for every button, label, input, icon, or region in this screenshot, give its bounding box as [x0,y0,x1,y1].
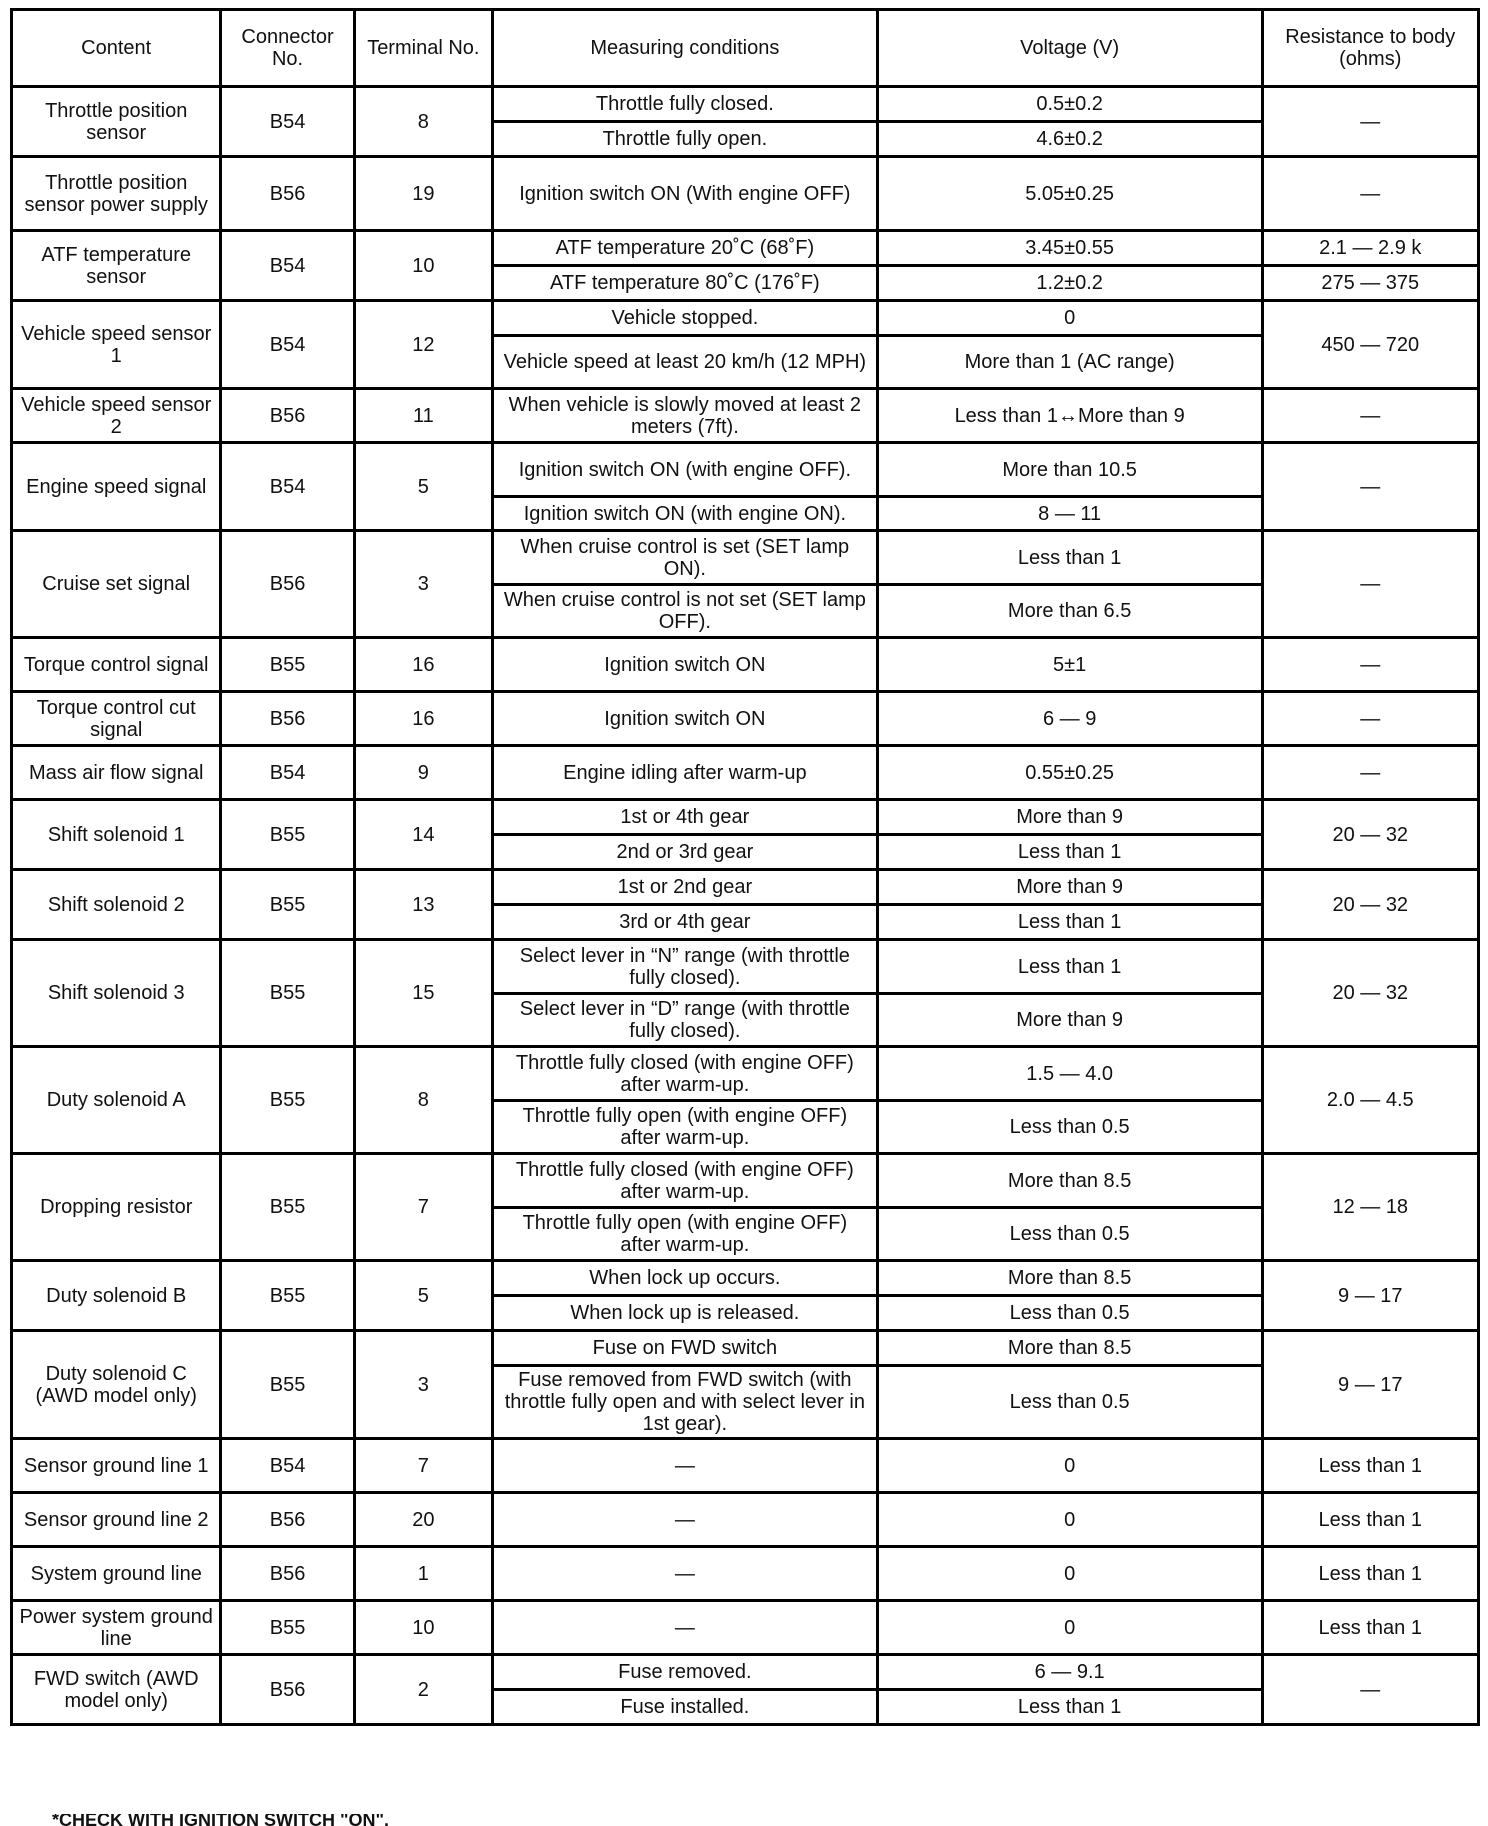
content-cell: FWD switch (AWD model only) [12,1655,221,1725]
table-row [12,389,1479,443]
condition-cell: Vehicle speed at least 20 km/h (12 MPH) [492,336,877,389]
condition-cell: When lock up occurs. [492,1261,877,1296]
content-cell: Shift solenoid 2 [12,870,221,940]
voltage-cell: More than 8.5 [877,1331,1262,1366]
condition-cell: Ignition switch ON (with engine OFF). [492,443,877,497]
voltage-cell: 4.6±0.2 [877,122,1262,157]
header-content: Content [12,10,221,87]
terminal-cell: 7 [354,1439,492,1493]
content-cell: ATF temperature sensor [12,231,221,301]
table-row [12,1547,1479,1601]
voltage-cell: Less than 0.5 [877,1101,1262,1154]
voltage-cell: Less than 0.5 [877,1366,1262,1439]
resistance-cell: 450 — 720 [1262,301,1478,389]
condition-cell: ATF temperature 80˚C (176˚F) [492,266,877,301]
connector-cell: B56 [221,389,354,443]
table-row [12,1154,1479,1208]
connector-cell: B54 [221,746,354,800]
condition-cell: Select lever in “D” range (with throttle fully closed). [492,994,877,1047]
header-voltage: Voltage (V) [877,10,1262,87]
voltage-cell: Less than 1 [877,940,1262,994]
terminal-cell: 3 [354,531,492,638]
content-cell: Throttle position sensor [12,87,221,157]
connector-cell: B55 [221,1601,354,1655]
resistance-cell: 12 — 18 [1262,1154,1478,1261]
content-cell: Engine speed signal [12,443,221,531]
condition-cell: — [492,1493,877,1547]
header-terminal: Terminal No. [354,10,492,87]
connector-cell: B56 [221,157,354,231]
table-row [12,940,1479,994]
resistance-cell: — [1262,692,1478,746]
condition-cell: Select lever in “N” range (with throttle fully closed). [492,940,877,994]
voltage-cell: 5.05±0.25 [877,157,1262,231]
terminal-cell: 13 [354,870,492,940]
voltage-cell: More than 8.5 [877,1154,1262,1208]
condition-cell: 1st or 4th gear [492,800,877,835]
resistance-cell: — [1262,1655,1478,1725]
connector-cell: B56 [221,1493,354,1547]
voltage-cell: Less than 1 [877,531,1262,585]
table-row [12,800,1479,835]
condition-cell: Ignition switch ON [492,692,877,746]
condition-cell: When cruise control is not set (SET lamp OFF). [492,585,877,638]
table-row [12,231,1479,266]
terminal-cell: 10 [354,1601,492,1655]
resistance-cell: 9 — 17 [1262,1331,1478,1439]
connector-cell: B54 [221,231,354,301]
voltage-cell: 5±1 [877,638,1262,692]
terminal-cell: 8 [354,1047,492,1154]
content-cell: Vehicle speed sensor 1 [12,301,221,389]
voltage-cell: Less than 0.5 [877,1296,1262,1331]
voltage-cell: Less than 1↔More than 9 [877,389,1262,443]
condition-cell: Throttle fully open (with engine OFF) after warm-up. [492,1101,877,1154]
voltage-cell: More than 8.5 [877,1261,1262,1296]
terminal-cell: 20 [354,1493,492,1547]
connector-cell: B54 [221,301,354,389]
content-cell: Vehicle speed sensor 2 [12,389,221,443]
voltage-cell: 1.5 — 4.0 [877,1047,1262,1101]
condition-cell: Throttle fully closed (with engine OFF) after warm-up. [492,1047,877,1101]
condition-cell: Vehicle stopped. [492,301,877,336]
terminal-cell: 10 [354,231,492,301]
resistance-cell: Less than 1 [1262,1601,1478,1655]
voltage-cell: 1.2±0.2 [877,266,1262,301]
terminal-cell: 7 [354,1154,492,1261]
content-cell: System ground line [12,1547,221,1601]
connector-cell: B55 [221,870,354,940]
table-row [12,1601,1479,1655]
table-row [12,531,1479,585]
condition-cell: — [492,1601,877,1655]
terminal-cell: 5 [354,1261,492,1331]
resistance-cell: — [1262,531,1478,638]
voltage-cell: More than 10.5 [877,443,1262,497]
voltage-cell: 0 [877,301,1262,336]
resistance-cell: — [1262,746,1478,800]
table-row [12,746,1479,800]
terminal-cell: 19 [354,157,492,231]
table-row [12,1331,1479,1366]
terminal-cell: 12 [354,301,492,389]
condition-cell: When cruise control is set (SET lamp ON). [492,531,877,585]
voltage-cell: More than 1 (AC range) [877,336,1262,389]
terminal-cell: 1 [354,1547,492,1601]
resistance-cell: 2.1 — 2.9 k [1262,231,1478,266]
content-cell: Duty solenoid A [12,1047,221,1154]
table-row [12,1655,1479,1690]
content-cell: Power system ground line [12,1601,221,1655]
voltage-cell: More than 9 [877,800,1262,835]
terminal-cell: 11 [354,389,492,443]
resistance-cell: 2.0 — 4.5 [1262,1047,1478,1154]
resistance-cell: — [1262,443,1478,531]
voltage-cell: 0.55±0.25 [877,746,1262,800]
voltage-cell: Less than 1 [877,905,1262,940]
content-cell: Shift solenoid 1 [12,800,221,870]
table-row [12,692,1479,746]
condition-cell: Throttle fully closed (with engine OFF) after warm-up. [492,1154,877,1208]
connector-cell: B55 [221,638,354,692]
terminal-cell: 9 [354,746,492,800]
voltage-cell: 0 [877,1439,1262,1493]
header-connector: Connector No. [221,10,354,87]
terminal-cell: 16 [354,692,492,746]
condition-cell: When vehicle is slowly moved at least 2 meters (7ft). [492,389,877,443]
table-row [12,443,1479,497]
table-body [12,87,1479,1725]
table-row [12,87,1479,122]
terminal-cell: 5 [354,443,492,531]
terminal-cell: 2 [354,1655,492,1725]
voltage-cell: 3.45±0.55 [877,231,1262,266]
voltage-cell: 0 [877,1493,1262,1547]
condition-cell: 1st or 2nd gear [492,870,877,905]
content-cell: Duty solenoid C (AWD model only) [12,1331,221,1439]
condition-cell: Throttle fully open (with engine OFF) after warm-up. [492,1208,877,1261]
condition-cell: Fuse on FWD switch [492,1331,877,1366]
resistance-cell: — [1262,87,1478,157]
condition-cell: ATF temperature 20˚C (68˚F) [492,231,877,266]
condition-cell: Fuse removed from FWD switch (with throttle fully open and with select lever in 1st gear). [492,1366,877,1439]
resistance-cell: Less than 1 [1262,1439,1478,1493]
condition-cell: Throttle fully closed. [492,87,877,122]
resistance-cell: Less than 1 [1262,1493,1478,1547]
voltage-cell: More than 9 [877,870,1262,905]
header-row [12,10,1479,87]
resistance-cell: — [1262,389,1478,443]
condition-cell: Ignition switch ON (with engine ON). [492,497,877,531]
condition-cell: Ignition switch ON (With engine OFF) [492,157,877,231]
voltage-cell: Less than 0.5 [877,1208,1262,1261]
connector-cell: B54 [221,1439,354,1493]
condition-cell: Fuse installed. [492,1690,877,1725]
header-conditions: Measuring conditions [492,10,877,87]
content-cell: Cruise set signal [12,531,221,638]
connector-cell: B55 [221,940,354,1047]
content-cell: Dropping resistor [12,1154,221,1261]
resistance-cell: 20 — 32 [1262,870,1478,940]
voltage-cell: 6 — 9 [877,692,1262,746]
content-cell: Duty solenoid B [12,1261,221,1331]
table-row [12,1439,1479,1493]
resistance-cell: 20 — 32 [1262,940,1478,1047]
content-cell: Throttle position sensor power supply [12,157,221,231]
table-row [12,301,1479,336]
connector-cell: B54 [221,87,354,157]
connector-cell: B55 [221,1154,354,1261]
terminal-cell: 16 [354,638,492,692]
resistance-cell: — [1262,157,1478,231]
voltage-cell: Less than 1 [877,835,1262,870]
connector-cell: B56 [221,1655,354,1725]
condition-cell: Fuse removed. [492,1655,877,1690]
resistance-cell: — [1262,638,1478,692]
condition-cell: Throttle fully open. [492,122,877,157]
content-cell: Torque control cut signal [12,692,221,746]
voltage-cell: More than 9 [877,994,1262,1047]
resistance-cell: 20 — 32 [1262,800,1478,870]
connector-cell: B56 [221,692,354,746]
voltage-cell: Less than 1 [877,1690,1262,1725]
table-row [12,157,1479,231]
content-cell: Sensor ground line 1 [12,1439,221,1493]
voltage-cell: 6 — 9.1 [877,1655,1262,1690]
spec-sheet [10,8,1480,1726]
content-cell: Mass air flow signal [12,746,221,800]
condition-cell: — [492,1439,877,1493]
connector-cell: B56 [221,1547,354,1601]
content-cell: Shift solenoid 3 [12,940,221,1047]
table-row [12,870,1479,905]
voltage-cell: 0 [877,1601,1262,1655]
voltage-cell: More than 6.5 [877,585,1262,638]
voltage-cell: 0 [877,1547,1262,1601]
table-row [12,638,1479,692]
terminal-cell: 14 [354,800,492,870]
connector-cell: B55 [221,1047,354,1154]
terminal-cell: 3 [354,1331,492,1439]
condition-cell: When lock up is released. [492,1296,877,1331]
table-row [12,1261,1479,1296]
connector-cell: B55 [221,1261,354,1331]
condition-cell: — [492,1547,877,1601]
content-cell: Sensor ground line 2 [12,1493,221,1547]
condition-cell: 2nd or 3rd gear [492,835,877,870]
condition-cell: Engine idling after warm-up [492,746,877,800]
terminal-cell: 8 [354,87,492,157]
table-row [12,1493,1479,1547]
voltage-cell: 0.5±0.2 [877,87,1262,122]
resistance-cell: Less than 1 [1262,1547,1478,1601]
resistance-cell: 275 — 375 [1262,266,1478,301]
table-row [12,1047,1479,1101]
spec-table [10,8,1480,1726]
voltage-cell: 8 — 11 [877,497,1262,531]
footnote: *CHECK WITH IGNITION SWITCH "ON". [52,1814,390,1826]
connector-cell: B56 [221,531,354,638]
connector-cell: B55 [221,800,354,870]
header-resistance: Resistance to body (ohms) [1262,10,1478,87]
content-cell: Torque control signal [12,638,221,692]
terminal-cell: 15 [354,940,492,1047]
connector-cell: B55 [221,1331,354,1439]
condition-cell: 3rd or 4th gear [492,905,877,940]
connector-cell: B54 [221,443,354,531]
resistance-cell: 9 — 17 [1262,1261,1478,1331]
condition-cell: Ignition switch ON [492,638,877,692]
